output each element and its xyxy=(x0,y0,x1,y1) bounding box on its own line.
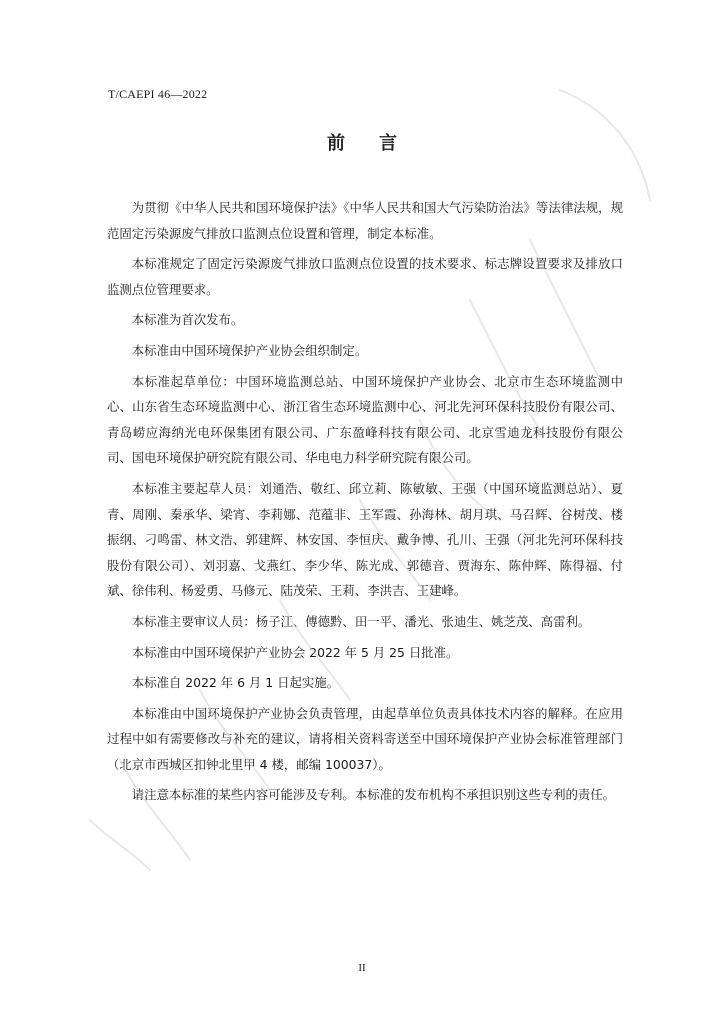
paragraph-patent-notice: 请注意本标准的某些内容可能涉及专利。本标准的发布机构不承担识别这些专利的责任。 xyxy=(131,787,616,803)
paragraph-drafters: 本标准主要起草人员：刘通浩、敬红、邱立莉、陈敏敏、王强（中国环境监测总站）、夏青、周刚、秦承华、梁宵、李莉娜、范蕴非、王军霞、孙海林、胡月琪、马召辉、谷树茂、楼振纲、刁鸣雷、林文浩、郭建辉、林安国、李恒庆、戴争博、孔川、王强（河北先河环保科技股份有限公司）、刘羽嘉、戈燕红、李少华、陈光成、郭德音、贾海东、陈仲辉、陈得福、付斌、徐伟利、杨爱勇、马修元、陆茂荣、王莉、李洪吉、王建峰。 xyxy=(107,480,623,599)
paragraph-drafting-units: 本标准起草单位：中国环境监测总站、中国环境保护产业协会、北京市生态环境监测中心、山东省生态环境监测中心、浙江省生态环境监测中心、河北先河环保科技股份有限公司、青岛崂应海纳光电环保集团有限公司、广东盈峰科技有限公司、北京雪迪龙科技股份有限公司、国电环境保护研究院有限公司、华电电力科学研究院有限公司。 xyxy=(107,373,623,466)
paragraph-purpose: 为贯彻《中华人民共和国环境保护法》《中华人民共和国大气污染防治法》等法律法规，规范固定污染源废气排放口监测点位设置和管理，制定本标准。 xyxy=(107,200,623,241)
paragraph-scope: 本标准规定了固定污染源废气排放口监测点位设置的技术要求、标志牌设置要求及排放口监测点位管理要求。 xyxy=(107,256,623,297)
paragraph-first-issue: 本标准为首次发布。 xyxy=(131,312,244,328)
document-code: T/CAEPI 46—2022 xyxy=(108,87,208,101)
paragraph-management: 本标准由中国环境保护产业协会负责管理，由起草单位负责具体技术内容的解释。在应用过程中如有需要修改与补充的建议，请将相关资料寄送至中国环境保护产业协会标准管理部门（北京市西城区扣钟北里甲 4 楼，邮编 100037）。 xyxy=(107,705,623,772)
foreword-body xyxy=(107,195,623,813)
paragraph-reviewers: 本标准主要审议人员：杨子江、傅德黔、田一平、潘光、张迪生、姚芝茂、高雷利。 xyxy=(131,613,591,629)
page-title: 前言 xyxy=(327,133,431,154)
paragraph-organizer: 本标准由中国环境保护产业协会组织制定。 xyxy=(131,342,368,358)
paragraph-approval-date: 本标准由中国环境保护产业协会 2022 年 5 月 25 日批准。 xyxy=(131,644,459,660)
page-number: II xyxy=(358,962,366,974)
paragraph-effective-date: 本标准自 2022 年 6 月 1 日起实施。 xyxy=(131,675,340,691)
